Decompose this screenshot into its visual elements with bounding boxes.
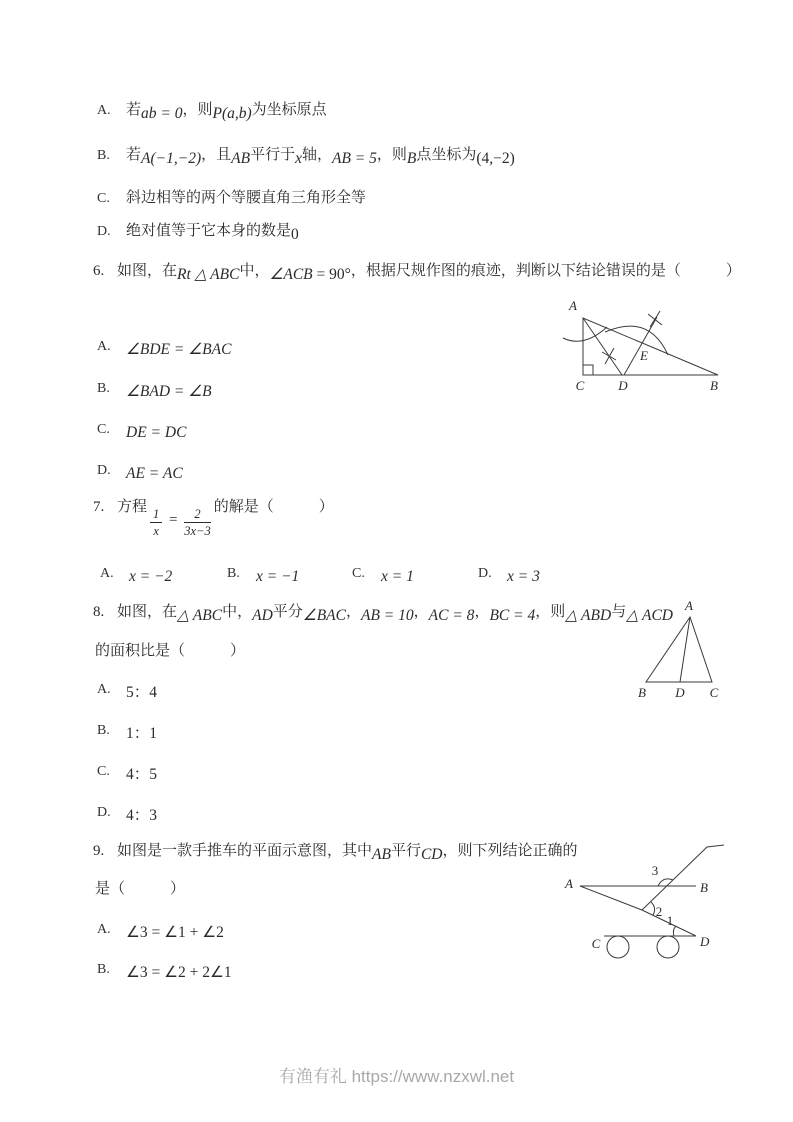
option-letter: D. [97,463,111,478]
angle-1-label: 1 [666,913,674,928]
option-text: 若A(−1,−2)，且AB平行于x轴，AB = 5，则B点坐标为(4,−2) [126,147,515,167]
segment-a-to-d [580,886,696,936]
angle-3-label: 3 [651,863,659,878]
site-watermark: 有渔有礼 https://www.nzxwl.net [278,1067,515,1086]
option-letter: B. [97,381,110,396]
option-letter: A. [100,566,114,581]
option-text: ∠BDE = ∠BAC [126,341,232,358]
q5-option-c [97,188,366,209]
q8-option-d [97,802,157,823]
q9-option-b [97,959,232,980]
right-angle-mark [583,365,593,375]
question-number: 9. [93,843,105,859]
option-text: DE = DC [126,424,187,441]
q7-option-a [100,563,172,584]
fraction: $\frac{2}{3x-3}$ [184,506,211,538]
option-letter: D. [478,566,492,581]
option-letter: B. [97,148,110,163]
option-letter: C. [97,764,110,779]
q6-stem [93,261,741,281]
option-letter: D. [97,805,111,820]
option-letter: A. [97,682,111,697]
q7-option-d [478,563,540,584]
vertex-label-a: A [569,298,577,313]
option-text: x = −1 [256,568,300,585]
option-text: ∠3 = ∠2 + 2∠1 [126,964,232,981]
q9-stem-line1 [93,841,578,861]
segment-ad [680,617,690,682]
cross-tick-on-ad [602,348,616,364]
angle-2-label: 2 [655,904,663,919]
q7-stem [93,497,334,538]
question-number: 8. [93,604,105,620]
question-text: 方程 $\frac{1}{x}$ = $\frac{2}{3x-3}$ 的解是（ ） [117,499,334,538]
option-text: 若ab = 0，则P(a,b)为坐标原点 [126,102,327,122]
q6-option-c [97,419,186,440]
q9-option-a [97,919,224,940]
vertex-label-d: D [675,685,685,700]
q8-stem-line1 [93,602,673,622]
vertex-label-c: C [591,936,601,951]
option-letter: B. [97,962,110,977]
q5-option-a [97,100,327,121]
triangle-with-cevian-diagram [626,597,742,703]
vertex-label-c: C [709,685,719,700]
vertex-label-d: D [700,934,710,949]
vertex-label-b: B [638,685,646,700]
option-text: AE = AC [126,465,183,482]
question-text: 是（ ） [95,881,186,897]
vertex-label-a: A [565,876,573,891]
option-letter: C. [352,566,365,581]
vertex-label-a: A [685,598,693,613]
q9-figure [556,836,750,968]
question-text: 的面积比是（ ） [95,643,246,659]
q6-option-b [97,378,212,399]
point-label-e: E [640,348,648,363]
option-text: x = 3 [507,568,540,585]
right-triangle-construction-diagram [556,296,746,402]
wheel-left [607,936,629,958]
vertex-label-d: D [618,378,628,393]
question-number: 6. [93,263,105,279]
handcart-diagram [556,836,750,968]
vertex-label-b: B [710,378,718,393]
option-text: x = 1 [381,568,414,585]
q6-option-a [97,336,231,357]
angle-2-arc [651,902,655,915]
option-letter: A. [97,103,111,118]
q6-option-d [97,460,183,481]
question-text: 如图，在△ ABC中，AD平分∠BAC，AB = 10，AC = 8，BC = 4，则△ ABD与△ ACD [117,604,673,624]
q8-option-a [97,679,157,700]
wheel-right [657,936,679,958]
question-number: 7. [93,499,105,515]
q7-option-b [227,563,299,584]
option-letter: C. [97,422,110,437]
option-text: 绝对值等于它本身的数是0 [126,223,299,243]
option-text: 4：3 [126,807,158,824]
option-letter: A. [97,922,111,937]
q5-option-d [97,221,299,242]
option-text: 1：1 [126,725,158,742]
compass-arc-at-a [563,327,607,341]
question-text: 如图，在Rt △ ABC中，∠ACB = 90°，根据尺规作图的痕迹，判断以下结论错误的是（ ） [117,263,741,283]
option-text: 斜边相等的两个等腰直角三角形全等 [126,190,367,206]
option-letter: C. [97,191,110,206]
q7-option-c [352,563,414,584]
fraction: $\frac{1}{x}$ [150,507,162,539]
question-text: 如图是一款手推车的平面示意图，其中AB平行CD，则下列结论正确的 [117,843,578,863]
option-letter: D. [97,224,111,239]
q8-option-b [97,720,157,741]
q8-figure [626,597,742,703]
option-letter: A. [97,339,111,354]
q8-stem-line2 [95,641,245,661]
vertex-label-c: C [575,378,585,393]
triangle-abc [646,617,712,682]
option-text: ∠3 = ∠1 + ∠2 [126,924,224,941]
vertex-label-b: B [700,880,708,895]
angle-1-arc [673,926,676,936]
option-text: 5：4 [126,684,158,701]
option-text: ∠BAD = ∠B [126,383,212,400]
option-letter: B. [227,566,240,581]
q5-option-b [97,145,515,166]
option-text: x = −2 [129,568,173,585]
cross-tick-top [648,311,662,327]
q8-option-c [97,761,157,782]
option-text: 4：5 [126,766,158,783]
q6-figure [556,296,746,402]
option-letter: B. [97,723,110,738]
q9-stem-line2 [95,879,185,899]
